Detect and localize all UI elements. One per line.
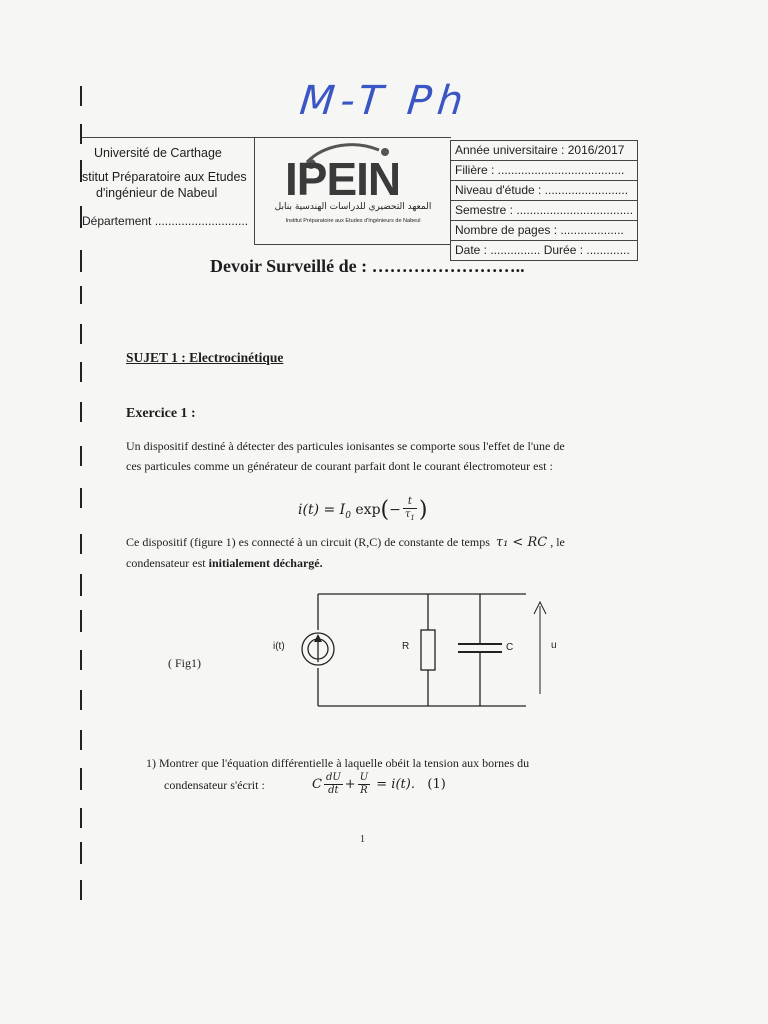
formula-fraction xyxy=(403,496,417,524)
margin-mark xyxy=(80,730,82,750)
margin-mark xyxy=(80,446,82,466)
circuit-line-2: condensateur est initialement déchargé. xyxy=(126,556,323,570)
page-number: 1 xyxy=(360,834,365,845)
semester-field: Semestre : ................................... xyxy=(451,201,637,221)
exam-info-table xyxy=(450,140,638,261)
margin-mark xyxy=(80,402,82,422)
filiere-field: Filière : ...................................... xyxy=(451,161,637,181)
date-duration-field: Date : ............... Durée : ............. xyxy=(455,243,630,257)
margin-mark xyxy=(80,362,82,382)
figure-label: ( Fig1) xyxy=(168,656,201,670)
margin-mark xyxy=(80,324,82,344)
margin-mark xyxy=(80,534,82,554)
circuit-line-1: Ce dispositif (figure 1) es connecté à un circuit (R,C) de constante de temps τ₁ < RC , le xyxy=(126,535,565,550)
academic-year: Année universitaire : 2016/2017 xyxy=(451,141,637,161)
margin-mark xyxy=(80,250,82,272)
margin-mark xyxy=(80,808,82,828)
exercise-heading: Exercice 1 : xyxy=(126,406,196,421)
formula-exp: exp xyxy=(355,502,381,518)
department-field: Département ............................ xyxy=(82,214,249,228)
university-block xyxy=(82,137,254,244)
handwritten-annotation: M-T Ph xyxy=(297,78,472,124)
margin-mark xyxy=(80,650,82,670)
exam-title: Devoir Surveillé de : …………………….. xyxy=(210,256,525,276)
intro-paragraph xyxy=(126,436,606,476)
logo-block xyxy=(254,137,451,245)
subject-heading: SUJET 1 : Electrocinétique xyxy=(126,350,284,365)
margin-mark xyxy=(80,880,82,900)
institute-line-2: d'ingénieur de Nabeul xyxy=(96,186,218,200)
intro-line-1: Un dispositif destiné à détecter des particules ionisantes se comporte sous l'effet de l'une de xyxy=(126,439,565,453)
page-count-field: Nombre de pages : ................... xyxy=(451,221,637,241)
institute-line-1: stitut Préparatoire aux Etudes xyxy=(82,170,247,184)
source-label: i(t) xyxy=(273,641,285,652)
formula-lhs: i(t) = I xyxy=(298,502,346,518)
logo-wordmark: IPEIN xyxy=(285,153,401,205)
exam-header xyxy=(82,137,638,257)
margin-mark xyxy=(80,610,82,632)
resistor-label: R xyxy=(402,641,410,652)
differential-equation: C $\frac{dU}{dt}$ + $\frac{U}{R}$ = i(t). (1) xyxy=(312,772,446,796)
university-name: Université de Carthage xyxy=(94,146,222,160)
capacitor-label: C xyxy=(506,642,514,653)
formula-den: $\tau_1$ xyxy=(404,509,415,522)
margin-mark xyxy=(80,286,82,304)
intro-line-2: ces particules comme un générateur de courant parfait dont le courant électromoteur est : xyxy=(126,459,553,473)
formula-num: t xyxy=(403,496,417,509)
margin-mark xyxy=(80,690,82,710)
margin-mark xyxy=(80,86,82,106)
margin-mark xyxy=(80,842,82,864)
voltage-label: u xyxy=(551,640,557,651)
study-level-field: Niveau d'étude : ......................... xyxy=(451,181,637,201)
rc-circuit-diagram xyxy=(260,590,580,720)
margin-mark xyxy=(80,488,82,508)
logo-french-name: Institut Préparatoire aux Etudes d'Ingénieurs de Nabeul xyxy=(285,218,421,224)
question-1-line-2: condensateur s'écrit : xyxy=(164,778,265,792)
margin-mark xyxy=(80,574,82,596)
margin-mark xyxy=(80,768,82,790)
current-formula: $i(t) = I_0$ exp(− $\frac{t}{\tau_1}$ ) xyxy=(298,496,428,523)
circuit-paragraph xyxy=(126,532,626,573)
formula-sub0: 0 xyxy=(345,510,351,521)
question-1-line-1: 1) Montrer que l'équation différentielle à laquelle obéit la tension aux bornes du xyxy=(146,756,530,770)
logo-arabic-name: المعهد التحضيري للدراسات الهندسية بنابل xyxy=(274,202,432,212)
